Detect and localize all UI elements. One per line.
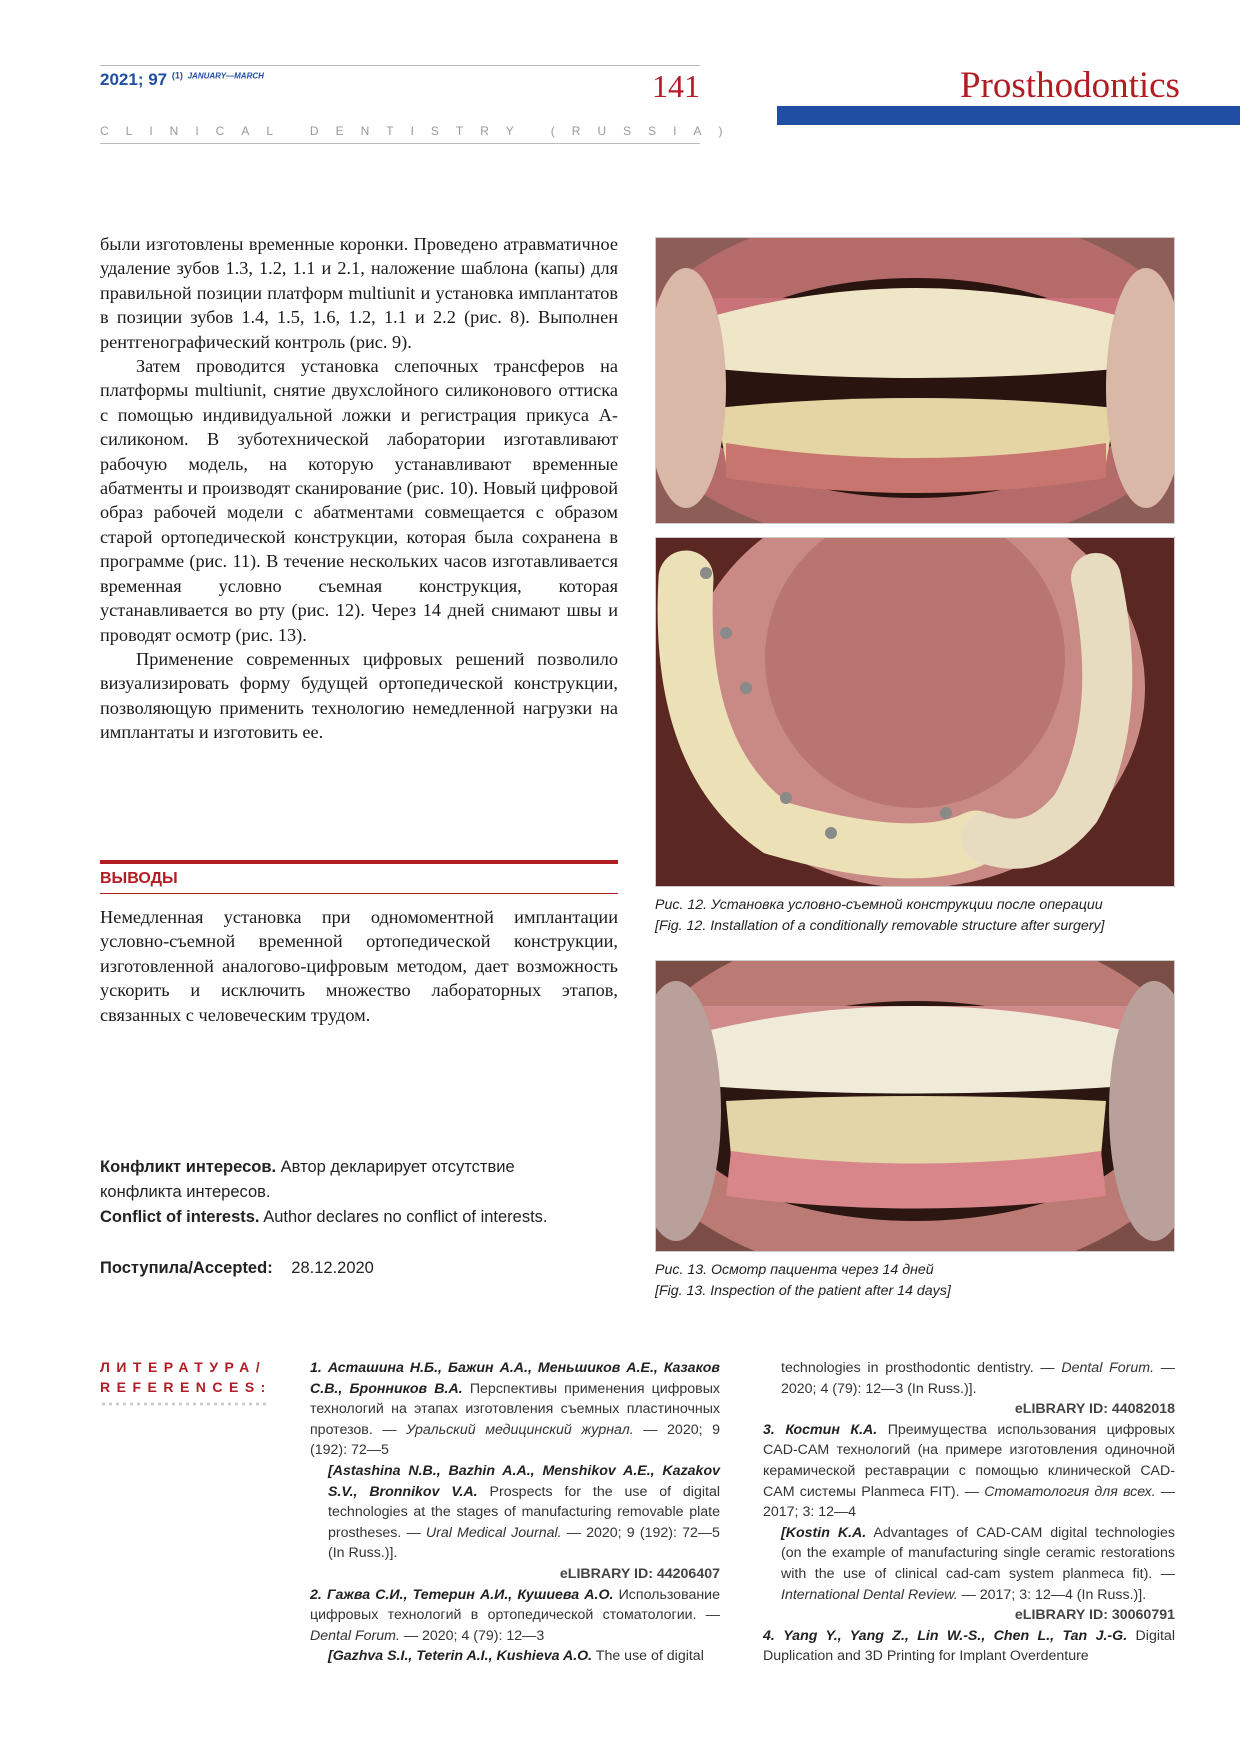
reference-4-authors: Yang Y., Yang Z., Lin W.-S., Chen L., Tan J.-G. xyxy=(783,1627,1128,1644)
issue-months: JANUARY—MARCH xyxy=(187,71,264,81)
photo-smile-after-image xyxy=(656,961,1174,1251)
reference-2-number: 2. xyxy=(310,1586,322,1603)
references-heading-en: REFERENCES: xyxy=(100,1379,272,1395)
accepted-date: 28.12.2020 xyxy=(291,1259,374,1277)
reference-3-elibrary-id: eLIBRARY ID: 30060791 xyxy=(1014,1607,1175,1624)
reference-2-english-start xyxy=(310,1646,720,1667)
conclusions-rule-top xyxy=(100,860,618,864)
photo-smile-before-image xyxy=(656,238,1174,523)
reference-2-authors: Гажва С.И., Тетерин А.И., Кушиева А.О. xyxy=(326,1586,614,1603)
section-title: Prosthodontics xyxy=(960,65,1180,106)
figure-13-caption-ru: Рис. 13. Осмотр пациента через 14 дней xyxy=(655,1262,934,1278)
conclusions-heading: ВЫВОДЫ xyxy=(100,870,178,887)
figure-12-caption-en: [Fig. 12. Installation of a conditionally removable structure after surgery] xyxy=(655,918,1105,934)
journal-name: CLINICAL DENTISTRY (RUSSIA) xyxy=(100,124,740,138)
references-column-1 xyxy=(310,1358,720,1667)
body-paragraph-2: Затем проводится установка слепочных трансферов на платформы multiunit, снятие двухслойного силиконового оттиска с помощью индивидуальной ложки и регистрация прикуса А-силиконом. В зуботехнической лаборатории изготавливают рабочую модель, на которую устанавливают временные абатменты и производят сканирование (рис. 10). Новый цифровой образ рабочей модели с абатментами совмещается с образом старой ортопедической конструкции, которая была сохранена в программе (рис. 11). В течение нескольких часов изготавливается временная условно съемная конструкция, которая устанавливается во рту (рис. 12). Через 14 дней снимают швы и проводят осмотр (рис. 13). xyxy=(100,356,618,645)
photo-smile-before xyxy=(655,237,1175,524)
reference-2-en-title-end: technologies in prosthodontic dentistry. — xyxy=(781,1360,1055,1376)
header-rule-bottom xyxy=(100,143,700,144)
reference-3-details: — 2017; 3: 12—4 xyxy=(763,1483,1175,1521)
conflict-ru-text: Автор декларирует отсутствие конфликта интересов. xyxy=(100,1158,515,1201)
reference-2-en-title-start: The use of digital xyxy=(595,1648,704,1665)
body-paragraph-1: были изготовлены временные коронки. Проведено атравматичное удаление зубов 1.3, 1.2, 1.1 и 2.1, наложение шаблона (капы) для правильной позиции платформ multiunit и установка имплантатов в позиции зубов 1.4, 1.5, 1.6, 1.2, 1.1 и 2.2 (рис. 8). Выполнен рентгенографический контроль (рис. 9). xyxy=(100,234,618,352)
conclusions-rule-bottom xyxy=(100,893,618,894)
figure-12-caption xyxy=(655,895,1215,937)
photo-occlusal-image xyxy=(656,538,1174,886)
conflict-ru xyxy=(100,1155,600,1205)
reference-1 xyxy=(310,1358,720,1585)
figure-13-caption-en: [Fig. 13. Inspection of the patient after 14 days] xyxy=(655,1283,951,1299)
reference-2-english-cont xyxy=(763,1358,1175,1420)
figure-12-caption-ru: Рис. 12. Установка условно-съемной конструкции после операции xyxy=(655,897,1103,913)
reference-1-english xyxy=(310,1461,720,1585)
body-paragraph-3: Применение современных цифровых решений позволило визуализировать форму будущей ортопедической конструкции, позволяющую применить технологию немедленной нагрузки на имплантаты и изготовить ее. xyxy=(100,648,618,743)
issue-number: (1) xyxy=(171,70,183,81)
reference-1-number: 1. xyxy=(310,1360,322,1376)
reference-3-en-journal: International Dental Review. xyxy=(781,1586,958,1603)
reference-3-en-details: — 2017; 3: 12—4 (In Russ.)]. xyxy=(961,1586,1147,1603)
reference-1-en-details: — 2020; 9 (192): 72—5 (In Russ.)]. xyxy=(328,1524,720,1562)
issue-year: 2021; xyxy=(100,70,144,89)
reference-1-authors: Асташина Н.Б., Бажин А.А., Меньшиков А.Е., Казаков С.В., Бронников В.А. xyxy=(310,1360,720,1397)
reference-4 xyxy=(763,1626,1175,1667)
reference-1-en-journal: Ural Medical Journal. xyxy=(425,1524,562,1541)
reference-4-number: 4. xyxy=(763,1627,775,1644)
section-bar xyxy=(777,106,1240,125)
reference-1-journal: Уральский медицинский журнал. xyxy=(406,1421,634,1438)
references-heading xyxy=(100,1357,272,1397)
reference-1-details: — 2020; 9 (192): 72—5 xyxy=(310,1421,720,1459)
reference-2-elibrary-id: eLIBRARY ID: 44082018 xyxy=(1014,1401,1175,1418)
conflict-of-interest xyxy=(100,1155,600,1230)
reference-1-elibrary-id: eLIBRARY ID: 44206407 xyxy=(559,1565,720,1582)
reference-2-title: Использование цифровых технологий в ортопедической стоматологии. — xyxy=(310,1586,720,1624)
page-number: 141 xyxy=(652,68,700,104)
accepted-line xyxy=(100,1256,374,1281)
conflict-en xyxy=(100,1205,600,1230)
conflict-en-label: Conflict of interests. xyxy=(100,1208,260,1226)
conclusions-text: Немедленная установка при одномоментной имплантации условно-съемной временной ортопедической конструкции, изготовленной аналогово-цифровым методом, дает возможность ускорить и исключить множество лабораторных этапов, связанных с человеческим трудом. xyxy=(100,907,618,1025)
body-text xyxy=(100,232,618,745)
reference-2-details: — 2020; 4 (79): 12—3 xyxy=(403,1627,545,1644)
reference-2-en-journal: Dental Forum. xyxy=(1061,1360,1155,1376)
reference-2-journal: Dental Forum. xyxy=(310,1627,400,1644)
reference-3-authors: Костин К.А. xyxy=(785,1421,878,1438)
reference-4-title: Digital Duplication and 3D Printing for Implant Overdenture xyxy=(763,1627,1175,1665)
reference-1-title: Перспективы применения цифровых технологий на этапах изготовления съемных пластиночных протезов. — xyxy=(310,1380,721,1438)
reference-3-number: 3. xyxy=(763,1421,775,1438)
photo-occlusal-view xyxy=(655,537,1175,887)
issue-volume: 97 xyxy=(148,70,168,89)
reference-3-en-authors: [Kostin K.A. xyxy=(781,1524,867,1541)
reference-2-en-details: — 2020; 4 (79): 12—3 (In Russ.)]. xyxy=(781,1360,1175,1397)
figure-13-caption xyxy=(655,1260,1215,1302)
header-rule-top xyxy=(100,65,700,66)
accepted-label: Поступила/Accepted: xyxy=(100,1259,273,1277)
reference-3 xyxy=(763,1420,1175,1626)
reference-2-en-authors: [Gazhva S.I., Teterin A.I., Kushieva A.O. xyxy=(328,1648,593,1665)
issue-info xyxy=(100,70,264,90)
reference-3-en-title: Advantages of CAD-CAM digital technologies (on the example of manufacturing single ceramic restorations with the use of clinical cad-cam system planmeca fit). — xyxy=(781,1524,1175,1582)
conflict-en-text: Author declares no conflict of interests. xyxy=(263,1208,548,1226)
reference-3-title: Преимущества использования цифровых CAD-CAM технологий (на примере изготовления одиночной керамической реставрации с помощью клинической CAD-CAM системы Planmeca FIT). — xyxy=(763,1421,1175,1500)
references-column-2 xyxy=(763,1358,1175,1667)
reference-3-journal: Стоматология для всех. xyxy=(984,1483,1156,1500)
reference-1-en-title: Prospects for the use of digital technologies at the stages of manufacturing removable plate prostheses. — xyxy=(328,1483,720,1541)
conflict-ru-label: Конфликт интересов. xyxy=(100,1158,277,1176)
reference-2 xyxy=(310,1585,720,1667)
reference-1-en-authors: [Astashina N.B., Bazhin A.A., Menshikov A.E., Kazakov S.V., Bronnikov V.A. xyxy=(328,1462,720,1500)
reference-3-english xyxy=(763,1523,1175,1626)
references-heading-ru: ЛИТЕРАТУРА/ xyxy=(100,1359,267,1375)
references-dotted-rule xyxy=(100,1402,270,1406)
photo-smile-after xyxy=(655,960,1175,1252)
